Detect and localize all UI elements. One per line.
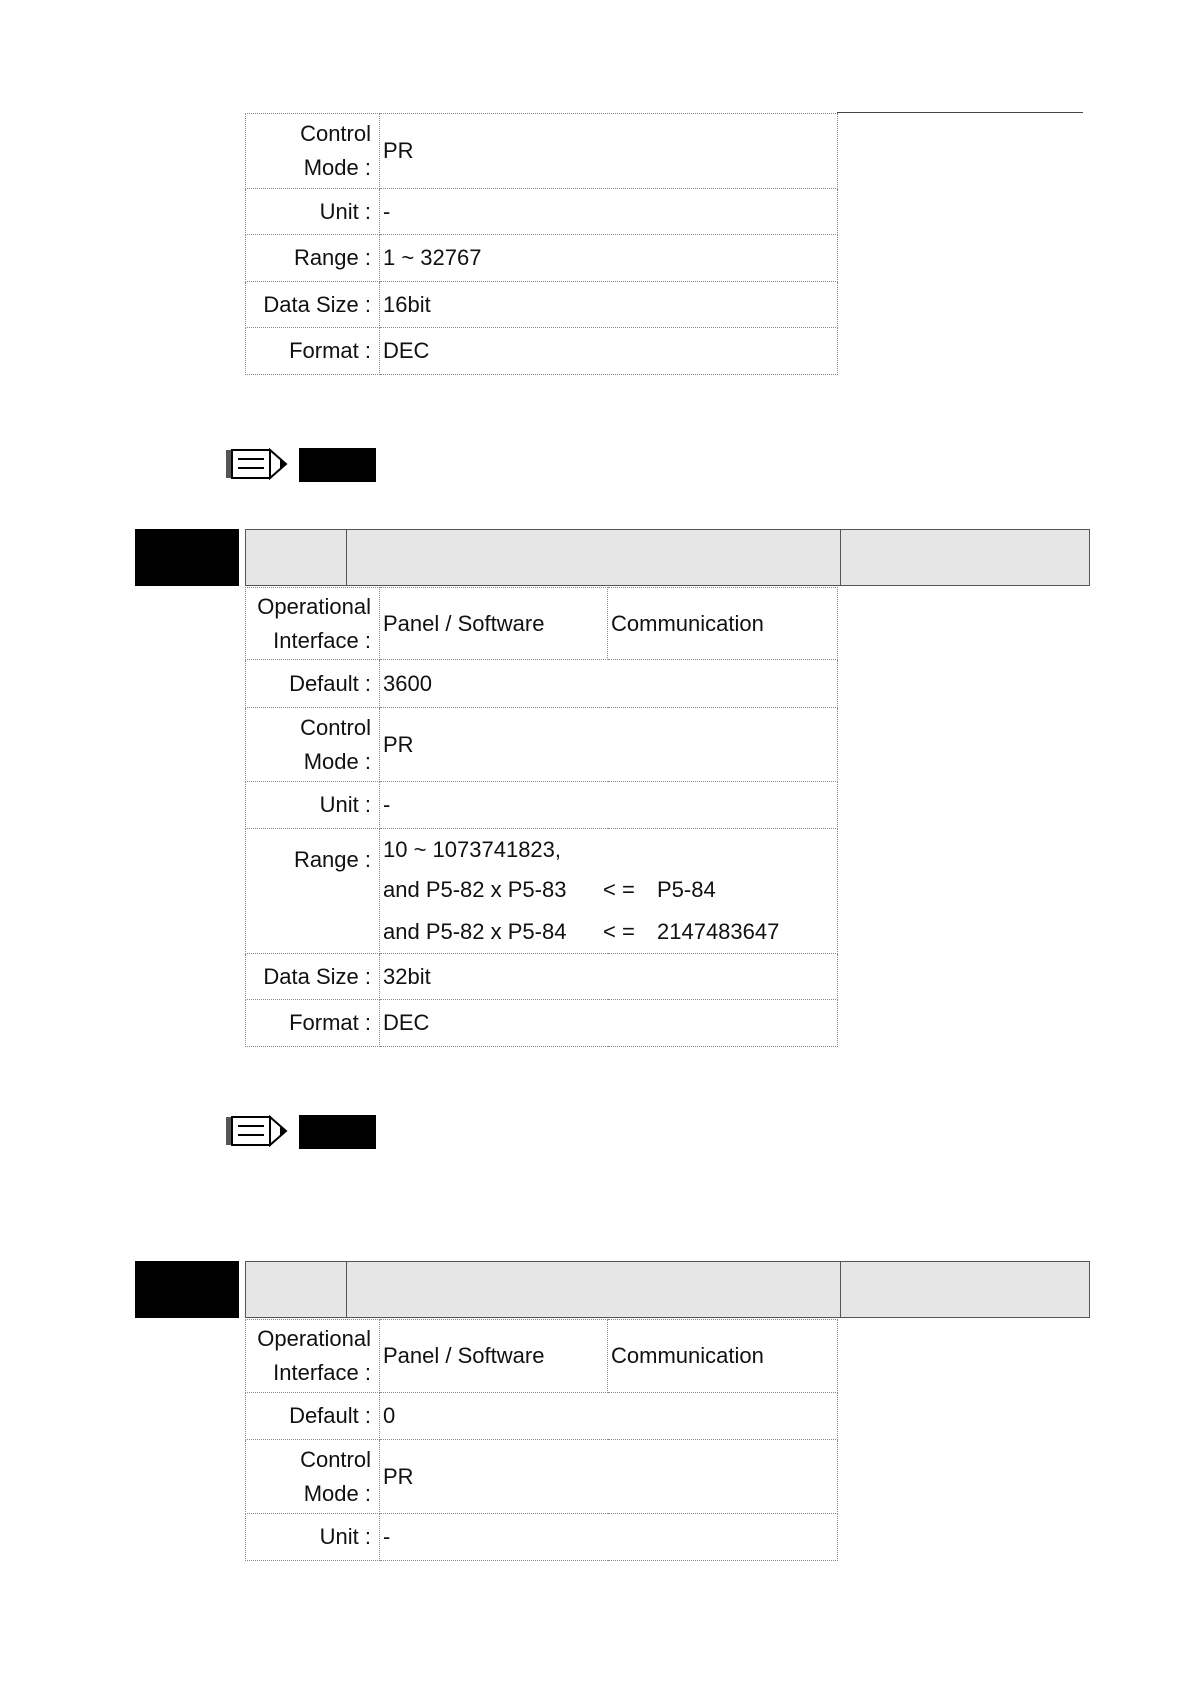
parameter-table-1 [245,113,838,375]
range-label: Range : [246,829,380,954]
format-value: DEC [380,1000,838,1047]
row-interface [246,1320,838,1393]
unit-label: Unit : [246,1514,380,1561]
header-cell-id [245,529,347,586]
interface-label: Operational Interface : [246,1320,380,1393]
control-mode-label: Control Mode : [246,114,380,189]
row-default [246,1393,838,1440]
header-cell-address [840,1261,1090,1318]
interface-panel-value: Panel / Software [380,588,608,660]
header-cell-name [346,529,841,586]
range-line-2-expr: and P5-82 x P5-83 [383,877,567,902]
data-size-value: 32bit [380,954,838,1000]
parameter-id-block [135,529,239,586]
control-mode-value: PR [380,114,838,189]
range-line-3-expr: and P5-82 x P5-84 [383,919,567,944]
default-value: 0 [380,1393,838,1440]
unit-value: - [380,189,838,235]
default-label: Default : [246,1393,380,1440]
unit-label: Unit : [246,189,380,235]
row-unit [246,782,838,829]
range-line-2 [383,869,835,911]
control-mode-value: PR [380,1440,838,1514]
default-label: Default : [246,660,380,708]
row-range [246,235,838,282]
control-mode-label: Control Mode : [246,1440,380,1514]
unit-value: - [380,1514,838,1561]
default-value: 3600 [380,660,838,708]
row-unit [246,1514,838,1561]
parameter-header-bar [246,529,1090,586]
range-value: 1 ~ 32767 [380,235,838,282]
pencil-note-icon [224,1113,376,1151]
row-range [246,829,838,954]
format-value: DEC [380,328,838,375]
unit-label: Unit : [246,782,380,829]
row-control-mode [246,114,838,189]
parameter-table-3 [245,1319,838,1561]
parameter-table-2 [245,587,838,1047]
row-default [246,660,838,708]
parameter-header-bar [246,1261,1090,1318]
interface-label: Operational Interface : [246,588,380,660]
range-line-2-op: < = [603,877,635,902]
header-cell-id [245,1261,347,1318]
row-format [246,328,838,375]
range-line-2-rhs: P5-84 [657,877,716,902]
row-unit [246,189,838,235]
unit-value: - [380,782,838,829]
page-top-rule [837,112,1083,113]
data-size-label: Data Size : [246,282,380,328]
row-data-size [246,954,838,1000]
range-value [380,829,838,954]
pencil-note-icon [224,446,376,484]
range-line-3-rhs: 2147483647 [657,919,780,944]
parameter-id-block [135,1261,239,1318]
range-label: Range : [246,235,380,282]
header-cell-name [346,1261,841,1318]
interface-comm-value: Communication [608,1320,838,1393]
row-data-size [246,282,838,328]
row-format [246,1000,838,1047]
control-mode-value: PR [380,708,838,782]
range-line-1: 10 ~ 1073741823, [383,837,562,862]
row-control-mode [246,708,838,782]
interface-panel-value: Panel / Software [380,1320,608,1393]
row-interface [246,588,838,660]
header-cell-address [840,529,1090,586]
format-label: Format : [246,1000,380,1047]
data-size-label: Data Size : [246,954,380,1000]
range-line-3 [383,911,835,953]
data-size-value: 16bit [380,282,838,328]
row-control-mode [246,1440,838,1514]
format-label: Format : [246,328,380,375]
interface-comm-value: Communication [608,588,838,660]
control-mode-label: Control Mode : [246,708,380,782]
range-line-3-op: < = [603,919,635,944]
